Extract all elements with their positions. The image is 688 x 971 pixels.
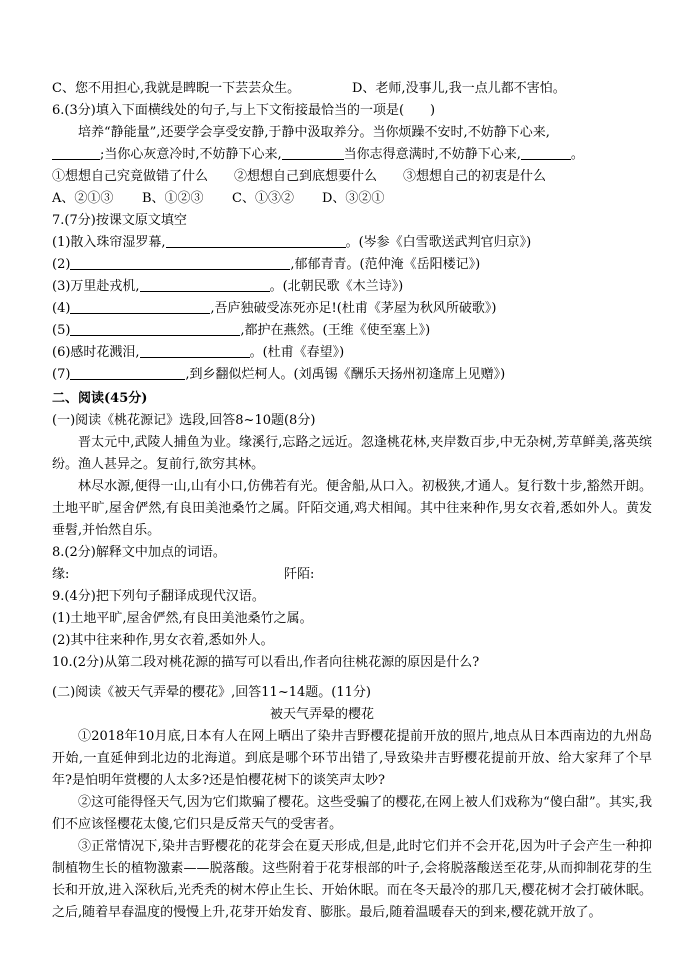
q7-item-2-pre: (2)	[52, 257, 71, 272]
q6-blank-1[interactable]	[52, 145, 100, 160]
q6-passage-2a: ;当你心灰意冷时,不妨静下心来,	[100, 147, 282, 162]
q6-passage-line1	[52, 122, 652, 144]
q6-blank-3[interactable]	[521, 145, 571, 160]
reading-part2-title: (二)阅读《被天气弄晕的樱花》,回答11~14题。(11分)	[52, 685, 371, 700]
q6-choice-d[interactable]: D、③②①	[322, 191, 385, 206]
article-para-1: ①2018年10月底,日本有人在网上晒出了染井吉野樱花提前开放的照片,地点从日本西南边的九州岛开始,一直延伸到北边的北海道。到底是哪个环节出错了,导致染井吉野樱花提前开放、给大家拜了个早年?是怕明年赏樱的人太多?还是怕樱花树下的谈笑声太吵?	[52, 729, 652, 788]
q6-choice-c[interactable]: C、①③②	[232, 191, 294, 206]
q8-word-2[interactable]: 阡陌:	[284, 567, 315, 582]
reading-part1-title: (一)阅读《桃花源记》选段,回答8~10题(8分)	[52, 413, 316, 428]
q5-option-c[interactable]: C、您不用担心,我就是睥睨一下芸芸众生。	[52, 81, 301, 96]
q7-item-4-post: ,吾庐独破受冻死亦足!(杜甫《茅屋为秋风所破歌》)	[210, 301, 497, 316]
q7-blank-1[interactable]	[166, 233, 346, 248]
q7-item-7-post: ,到乡翻似烂柯人。(刘禹锡《酬乐天扬州初逢席上见赠》)	[185, 367, 506, 382]
q8-words	[52, 564, 652, 586]
q7-blank-2[interactable]	[70, 255, 290, 270]
q7-item-3-post: 。(北朝民歌《木兰诗》)	[269, 279, 404, 294]
q7-item-1	[52, 232, 652, 254]
q7-blank-7[interactable]	[70, 365, 185, 380]
taohuayuan-para-2: 林尽水源,便得一山,山有小口,仿佛若有光。便舍船,从口入。初极狭,才通人。复行数十步,豁然开朗。土地平旷,屋舍俨然,有良田美池桑竹之属。阡陌交通,鸡犬相闻。其中往来种作,男女衣着,悉如外人。黄发垂髫,并怡然自乐。	[52, 479, 652, 538]
exam-page	[52, 78, 652, 924]
q8-word-1[interactable]: 缘:	[52, 567, 70, 582]
q9-sentence-2: (2)其中往来种作,男女衣着,悉如外人。	[52, 633, 274, 648]
q7-item-5-post: ,都护在燕然。(王维《使至塞上》)	[240, 323, 431, 338]
q6-passage-2c: 。	[570, 147, 584, 162]
q7-item-3-pre: (3)万里赴戎机,	[52, 279, 140, 294]
q9-stem: 9.(4分)把下列句子翻译成现代汉语。	[52, 589, 265, 604]
q6-choice-a[interactable]: A、②①③	[52, 191, 114, 206]
q6-blank-2[interactable]	[282, 145, 344, 160]
taohuayuan-para-1: 晋太元中,武陵人捕鱼为业。缘溪行,忘路之远近。忽逢桃花林,夹岸数百步,中无杂树,芳草鲜美,落英缤纷。渔人甚异之。复前行,欲穷其林。	[52, 435, 652, 472]
q5-option-d[interactable]: D、老师,没事儿,我一点儿都不害怕。	[352, 81, 566, 96]
q7-blank-4[interactable]	[70, 299, 210, 314]
q7-item-5-pre: (5)	[52, 323, 71, 338]
q5-options	[52, 78, 652, 100]
q7-item-6-pre: (6)感时花溅泪,	[52, 345, 140, 360]
q7-item-4-pre: (4)	[52, 301, 71, 316]
q7-item-1-pre: (1)散入珠帘湿罗幕,	[52, 235, 166, 250]
q6-choices	[52, 188, 652, 210]
q7-blank-3[interactable]	[140, 277, 270, 292]
q7-item-7-pre: (7)	[52, 367, 71, 382]
q7-item-6-post: 。(杜甫《春望》)	[249, 345, 345, 360]
q6-passage-line2	[52, 144, 652, 166]
q7-item-5	[52, 320, 652, 342]
q7-blank-6[interactable]	[140, 343, 250, 358]
q7-item-4	[52, 298, 652, 320]
q7-item-2-post: ,郁郁青青。(范仲淹《岳阳楼记》)	[290, 257, 481, 272]
q7-item-1-post: 。(岑参《白雪歌送武判官归京》)	[345, 235, 532, 250]
article-title: 被天气弄晕的樱花	[269, 707, 374, 722]
q9-sentence-1: (1)土地平旷,屋舍俨然,有良田美池桑竹之属。	[52, 611, 313, 626]
q6-stem: 6.(3分)填入下面横线处的句子,与上下文衔接最恰当的一项是( )	[52, 103, 436, 118]
q10-stem: 10.(2分)从第二段对桃花源的描写可以看出,作者向往桃花源的原因是什么?	[52, 655, 480, 670]
reading-heading: 二、阅读(45分)	[52, 391, 148, 406]
q7-blank-5[interactable]	[70, 321, 240, 336]
q7-item-6	[52, 342, 652, 364]
q7-item-2	[52, 254, 652, 276]
q6-passage-2b: 当你志得意满时,不妨静下心来,	[343, 147, 521, 162]
q6-choice-b[interactable]: B、①②③	[142, 191, 204, 206]
q6-sentences: ①想想自己究竟做错了什么 ②想想自己到底想要什么 ③想想自己的初衷是什么	[52, 169, 547, 184]
q7-item-7	[52, 364, 652, 386]
q6-passage-1: 培养“静能量”,还要学会享受安静,于静中汲取养分。当你烦躁不安时,不妨静下心来,	[78, 125, 550, 140]
q8-stem: 8.(2分)解释文中加点的词语。	[52, 545, 226, 560]
article-para-3: ③正常情况下,染井吉野樱花的花芽会在夏天形成,但是,此时它们并不会开花,因为叶子会产生一种抑制植物生长的植物激素——脱落酸。这些附着于花芽根部的叶子,会将脱落酸送至花芽,从而抑制花芽的生长和开放,进入深秋后,光秃秃的树木停止生长、开始休眠。而在冬天最冷的那几天,樱花树才会打破休眠。之后,随着早春温度的慢慢上升,花芽开始发育、膨胀。最后,随着温暖春天的到来,樱花就开放了。	[52, 839, 652, 920]
article-para-2: ②这可能得怪天气,因为它们欺骗了樱花。这些受骗了的樱花,在网上被人们戏称为“傻白甜”。其实,我们不应该怪樱花太傻,它们只是反常天气的受害者。	[52, 795, 652, 832]
q7-stem: 7.(7分)按课文原文填空	[52, 213, 187, 228]
q7-item-3	[52, 276, 652, 298]
